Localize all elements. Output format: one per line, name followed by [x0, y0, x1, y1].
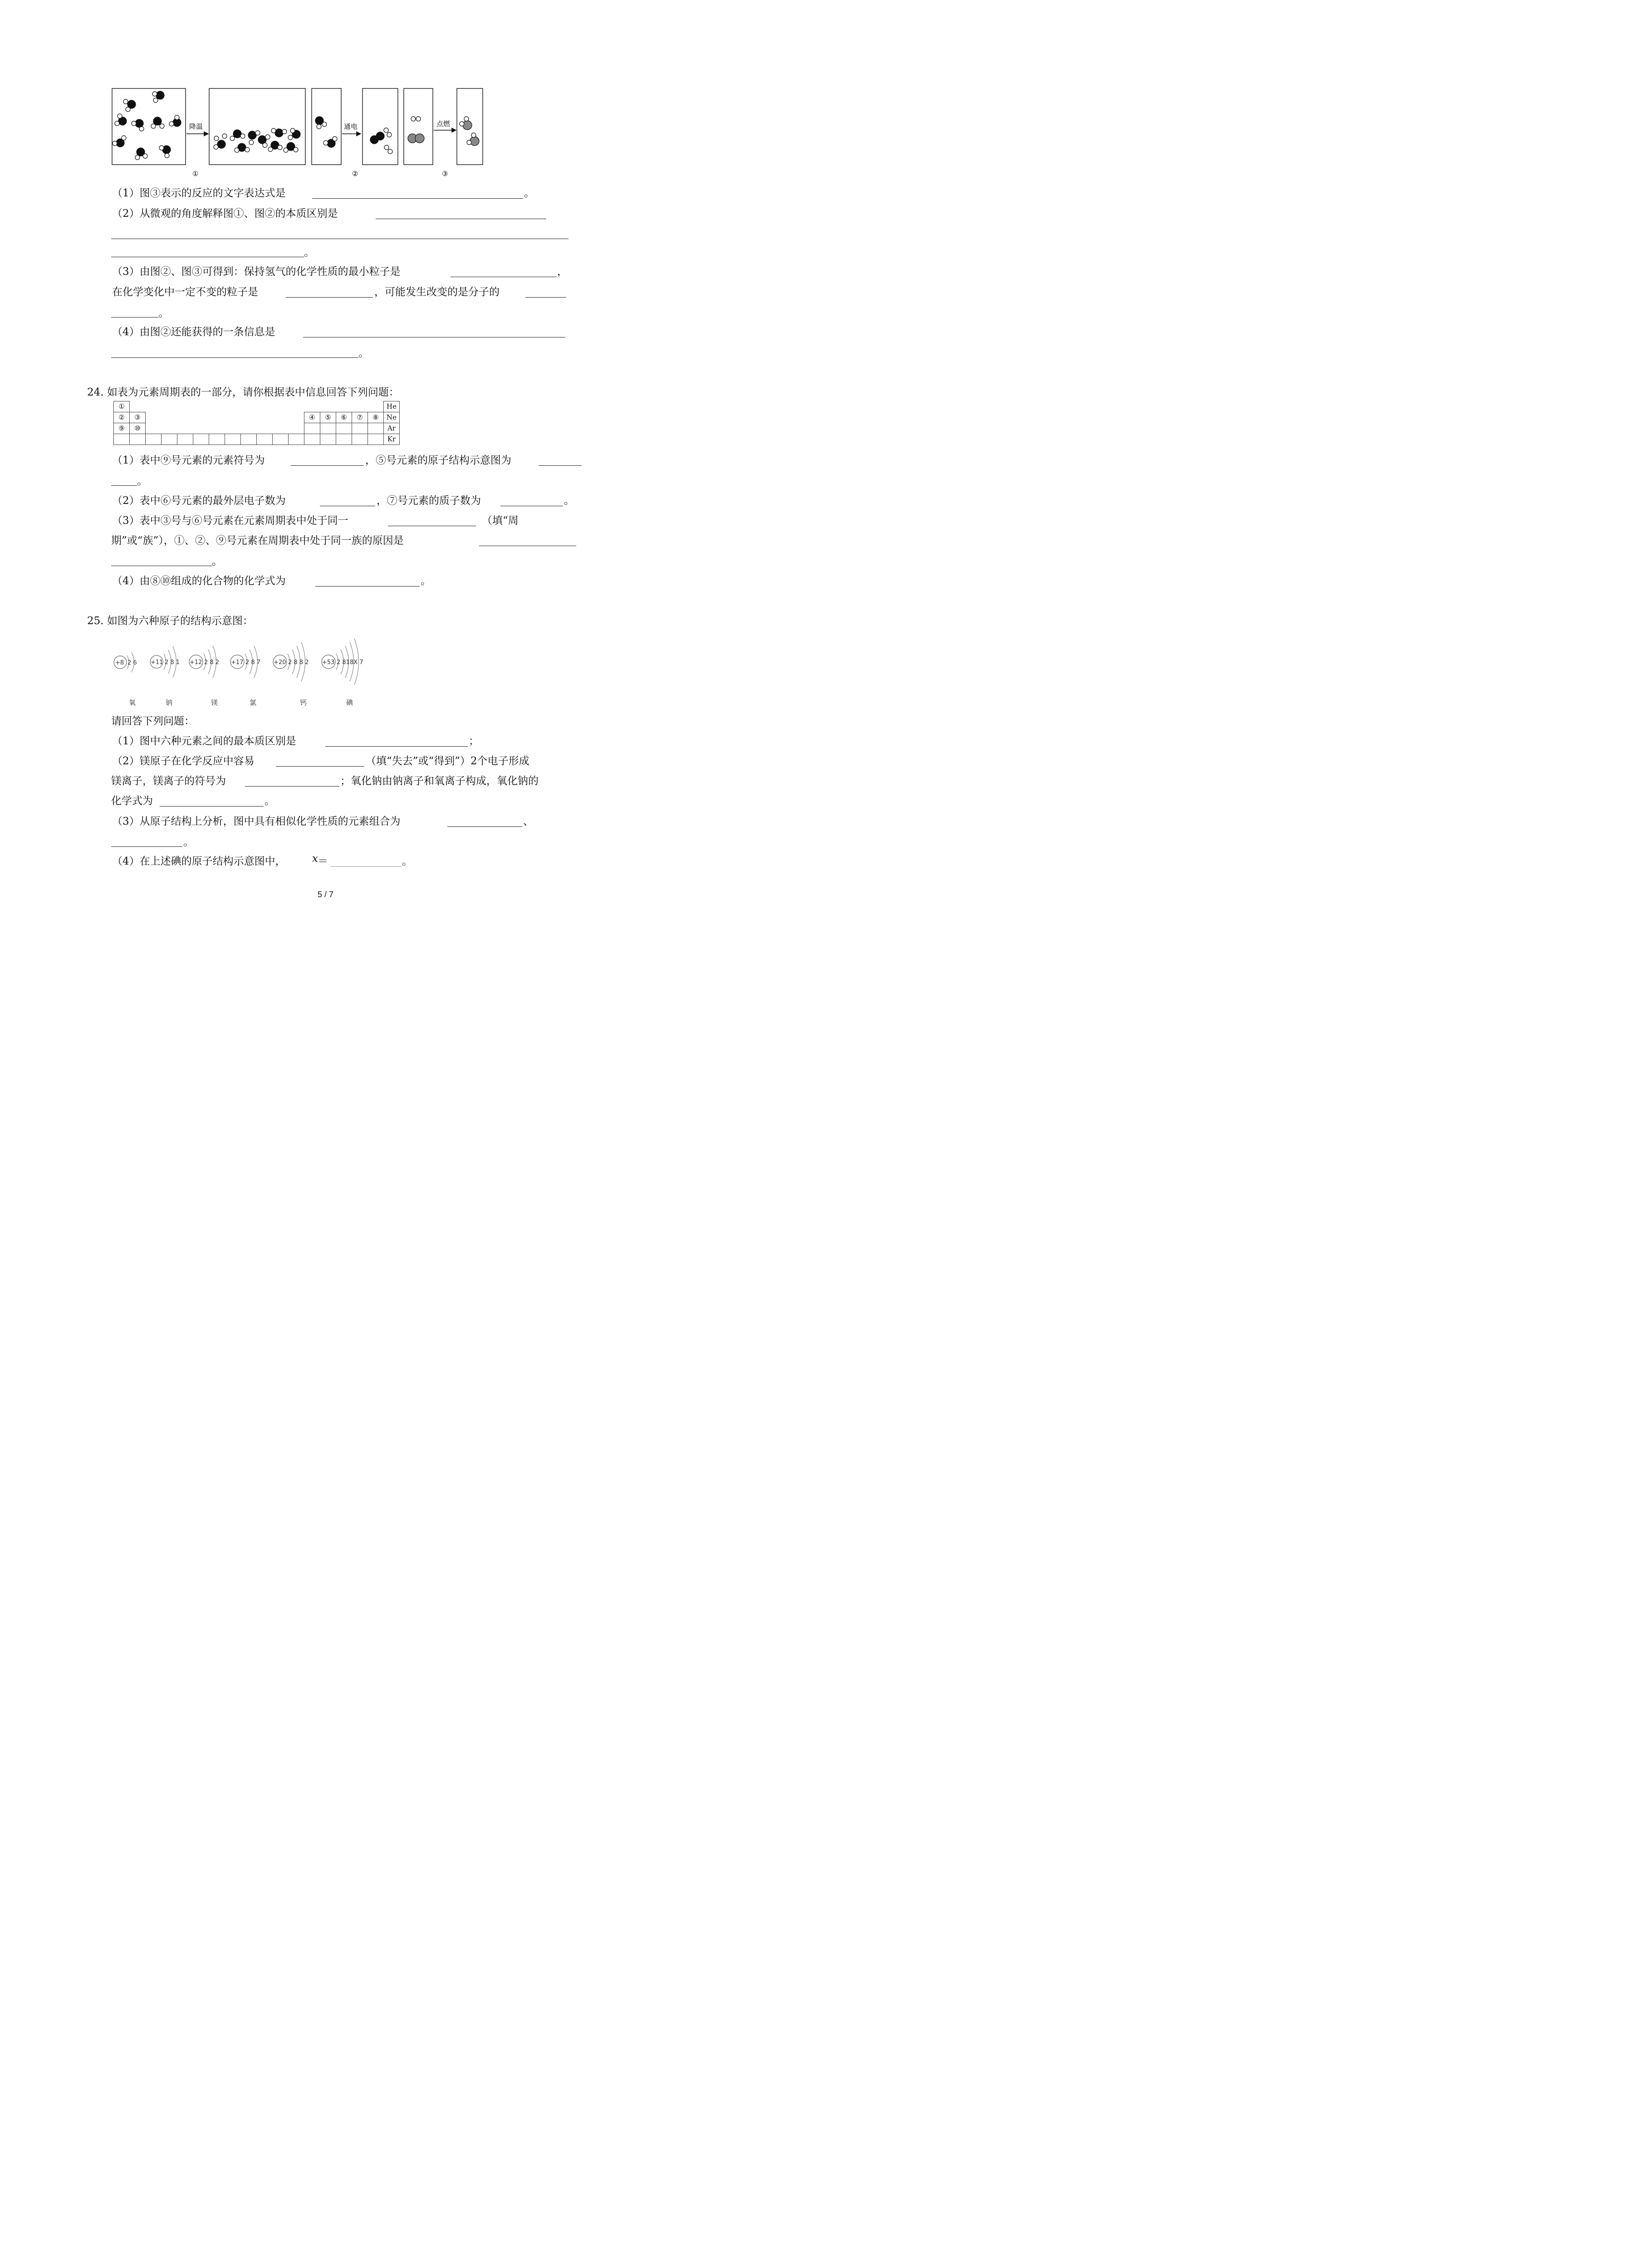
q24-part4-end: 。: [421, 575, 431, 587]
atom-name-iodine: 碘: [346, 699, 353, 707]
element-cell-3: ③: [130, 412, 146, 423]
q25-part3: （3）从原子结构上分析，图中具有相似化学性质的元素组合为: [112, 816, 401, 827]
q24-part1-mid: ，⑤号元素的原子结构示意图为: [365, 455, 511, 466]
atom-name-calcium: 钙: [300, 699, 307, 707]
q24-part3-end: 。: [212, 556, 222, 567]
box-water: [312, 88, 341, 165]
q25-stem: 25. 如图为六种原子的结构示意图：: [87, 615, 253, 627]
q24-part3: （3）表中③号与⑥号元素在元素周期表中处于同一: [112, 515, 348, 527]
page-number: 5 / 7: [318, 890, 334, 899]
atom-shells-iodine: 2 818X 7: [337, 659, 363, 666]
water-product-molecules: [460, 117, 479, 146]
q23-part1-blank[interactable]: [312, 198, 523, 199]
periodic-table-fragment: [113, 401, 400, 445]
atom-nucleus-iodine: +53: [322, 659, 335, 666]
q23-part3-blank-b[interactable]: [286, 297, 373, 298]
q25-part4-variable: x: [312, 853, 318, 865]
q24-part1-end: 。: [137, 475, 147, 487]
q25-part2: （2）镁原子在化学反应中容易: [112, 755, 255, 767]
q24-part4-blank[interactable]: [315, 586, 420, 587]
q25-part3-sep: 、: [523, 816, 534, 827]
q24-part2-mid: ，⑦号元素的质子数为: [377, 495, 481, 507]
atom-name-sodium: 钠: [166, 699, 173, 707]
element-cell-ar: Ar: [384, 423, 400, 434]
q23-part3-end: 。: [158, 308, 169, 319]
element-cell-5: ⑤: [320, 412, 336, 423]
q25-part2-line2-mid: ；氧化钠由钠离子和氧离子构成，氧化钠的: [340, 775, 539, 787]
atom-shells-chlorine: 2 8 7: [245, 659, 261, 666]
q24-part3-hint: （填“周: [482, 515, 519, 527]
q23-part4: （4）由图②还能获得的一条信息是: [112, 326, 275, 338]
q23-part4-blank-b[interactable]: [111, 357, 358, 358]
q24-part2-end: 。: [564, 495, 574, 507]
q24-part1-blank-a[interactable]: [291, 465, 364, 466]
q25-part2-end: 。: [265, 795, 275, 807]
q23-part3-line2-mid: ，可能发生改变的是分子的: [374, 286, 500, 298]
q25-part2-hint: （填“失去”或“得到”）2个电子形成: [366, 755, 529, 767]
q23-part3-comma: ，: [557, 266, 568, 278]
figure-label-3: ③: [442, 170, 448, 178]
q23-part3-line2: 在化学变化中一定不变的粒子是: [112, 286, 258, 298]
q25-part2-blank-a[interactable]: [276, 766, 364, 767]
figure-label-2: ②: [352, 170, 358, 178]
molecule-figure: [109, 86, 490, 181]
h2-o2-molecules: [370, 128, 392, 154]
atom-nucleus-oxygen: +8: [115, 660, 124, 666]
atom-nucleus-magnesium: +12: [190, 659, 202, 666]
q25-part4-end: 。: [402, 855, 412, 867]
q24-stem: 24. 如表为元素周期表的一部分，请你根据表中信息回答下列问题：: [87, 386, 399, 398]
q25-part2-blank-c[interactable]: [160, 806, 264, 807]
atom-name-magnesium: 镁: [211, 699, 218, 707]
q25-part1: （1）图中六种元素之间的最本质区别是: [112, 735, 296, 747]
q23-part3-blank-c[interactable]: [525, 297, 566, 298]
element-cell-kr: Kr: [384, 434, 400, 445]
q23-part1: （1）图③表示的反应的文字表达式是: [112, 187, 286, 199]
element-cell-2: ②: [114, 412, 130, 423]
q24-part2: （2）表中⑥号元素的最外层电子数为: [112, 495, 286, 507]
atom-name-oxygen: 氧: [129, 699, 136, 707]
atom-shells-magnesium: 2 8 2: [204, 659, 220, 666]
atom-nucleus-chlorine: +17: [231, 659, 244, 666]
q25-part3-blank-b[interactable]: [111, 846, 182, 847]
element-cell-6: ⑥: [336, 412, 352, 423]
element-cell-he: He: [384, 401, 400, 412]
q25-part4-equals: ＝: [318, 855, 328, 867]
q25-part2-blank-b[interactable]: [245, 786, 339, 787]
box-gas: [112, 88, 186, 165]
q24-part1-blank-b[interactable]: [539, 465, 582, 466]
atom-nucleus-calcium: +20: [274, 659, 286, 666]
atom-shells-sodium: 2 8 1: [165, 659, 180, 666]
water-molecules-electrolysis: [315, 117, 337, 147]
arrow-ignite-label: 点燃: [436, 120, 451, 128]
h2-o2-molecules-2: [408, 117, 424, 143]
q24-part1: （1）表中⑨号元素的元素符号为: [112, 455, 265, 466]
element-cell-1: ①: [114, 401, 130, 412]
figure-label-1: ①: [192, 170, 199, 178]
q23-part4-end: 。: [358, 347, 369, 359]
water-molecules-liquid: [214, 128, 300, 152]
q25-prompt: 请回答下列问题：: [111, 715, 195, 727]
element-cell-7: ⑦: [352, 412, 368, 423]
q23-part2: （2）从微观的角度解释图①、图②的本质区别是: [112, 208, 338, 220]
q24-part4: （4）由⑧⑩组成的化合物的化学式为: [112, 575, 286, 587]
box-liquid: [209, 88, 305, 165]
q25-part1-end: ；: [469, 735, 479, 747]
q25-part4-blank[interactable]: [330, 866, 401, 867]
atom-shells-oxygen: 2 6: [127, 660, 137, 666]
atom-shells-calcium: 2 8 8 2: [288, 659, 309, 666]
element-cell-4: ④: [304, 412, 320, 423]
water-molecules-gas: [113, 91, 181, 160]
q25-part3-blank-a[interactable]: [447, 826, 522, 827]
box-hydrogen-oxygen: [362, 88, 398, 165]
element-cell-8: ⑧: [368, 412, 384, 423]
element-cell-10: ⑩: [130, 423, 146, 434]
atom-name-chlorine: 氯: [250, 699, 257, 707]
element-cell-ne: Ne: [384, 412, 400, 423]
q23-part3-line1: （3）由图②、图③可得到：保持氢气的化学性质的最小粒子是: [112, 266, 401, 278]
q25-part2-line3: 化学式为: [111, 795, 153, 807]
box-hydrogen-oxygen-2: [404, 88, 433, 165]
q25-part2-line2: 镁离子，镁离子的符号为: [111, 775, 226, 787]
atom-nucleus-sodium: +11: [151, 659, 163, 666]
q24-part3-line2: 期”或“族”），①、②、⑨号元素在周期表中处于同一族的原因是: [111, 535, 404, 547]
atomic-structure-figure: [109, 630, 390, 709]
q25-part1-blank[interactable]: [325, 746, 468, 747]
element-cell-9: ⑨: [114, 423, 130, 434]
q23-part2-end: 。: [304, 247, 314, 259]
q25-part4: （4）在上述碘的原子结构示意图中，: [112, 855, 286, 867]
arrow-electrolysis-label: 通电: [344, 122, 358, 131]
q23-part3-blank-d[interactable]: [111, 317, 158, 318]
q23-part1-end: 。: [524, 187, 534, 199]
q25-part3-end: 。: [183, 836, 194, 848]
q24-part1-blank-c[interactable]: [111, 485, 137, 486]
arrow-cool-label: 降温: [189, 122, 203, 131]
